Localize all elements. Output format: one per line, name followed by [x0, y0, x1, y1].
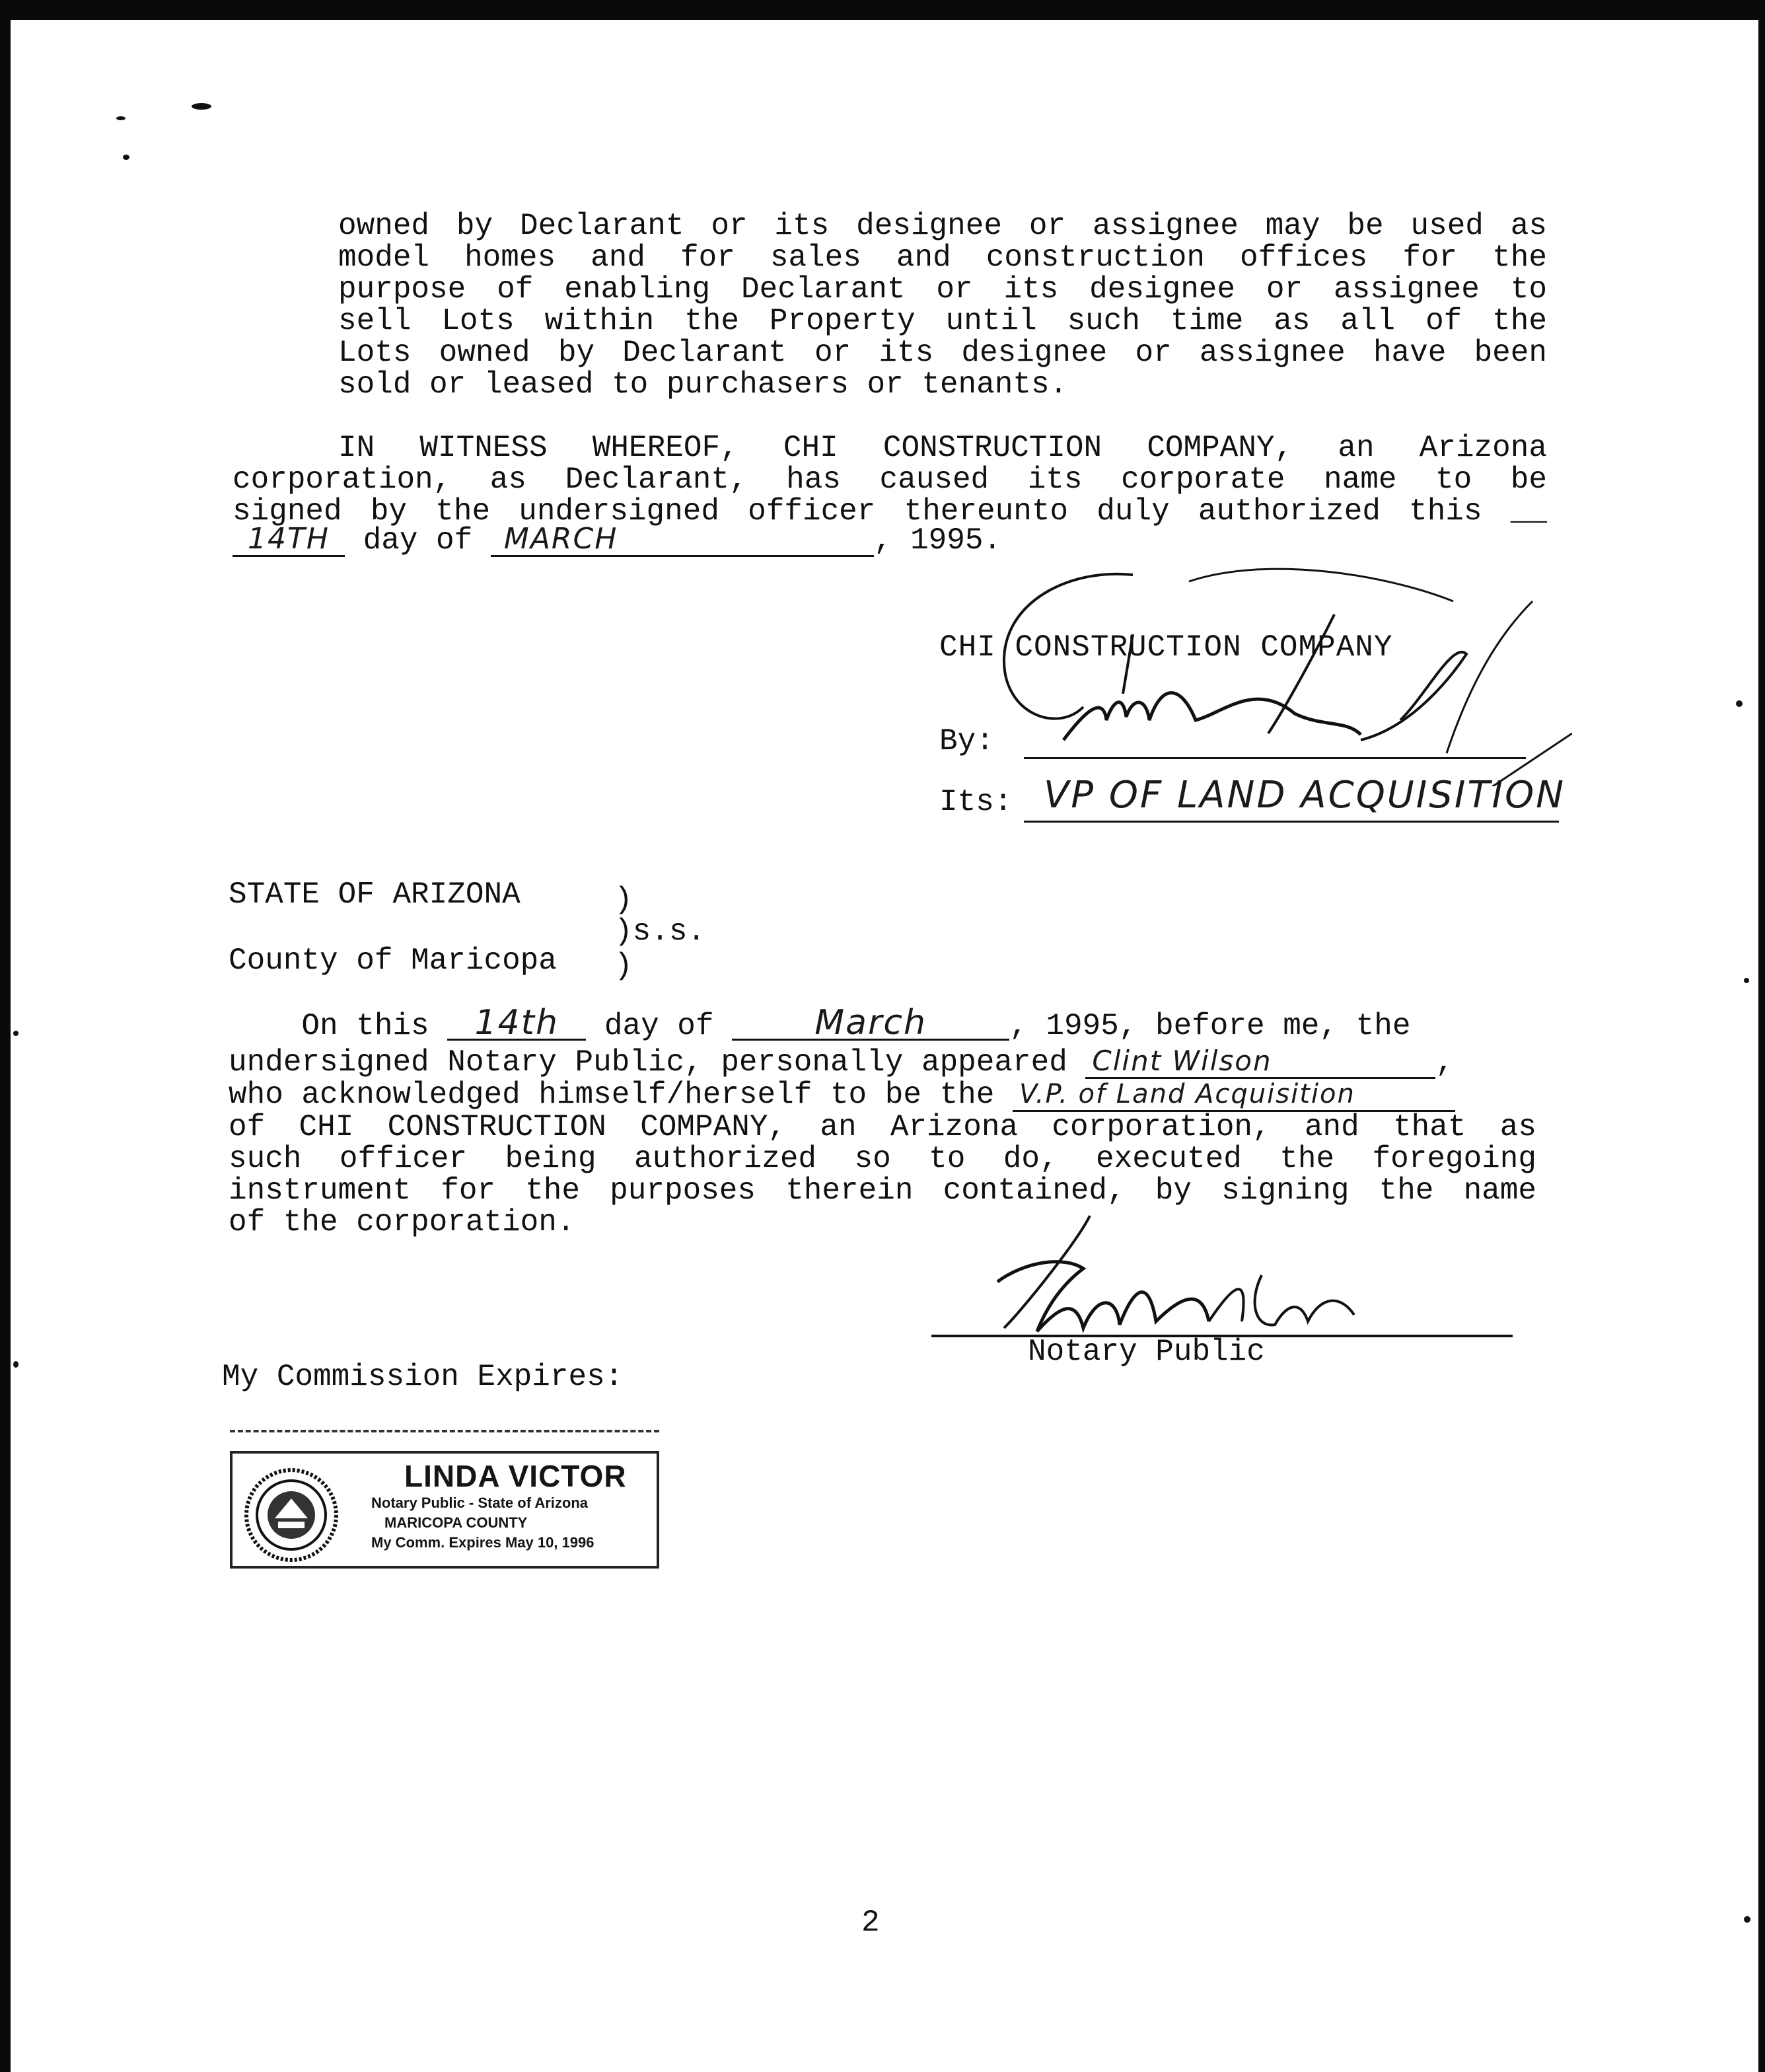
notary-signature	[984, 1202, 1381, 1341]
venue-paren-2: )	[614, 949, 633, 983]
stamp-notary-name: LINDA VICTOR	[404, 1459, 627, 1493]
page-number: 2	[861, 1906, 880, 1940]
company-name: CHI CONSTRUCTION COMPANY	[939, 630, 1393, 665]
paragraph-line: purpose of enabling Declarant or its designee or assignee to	[338, 272, 1547, 307]
witness-day-handwritten: 14TH	[233, 523, 345, 557]
ack-rest-line: such officer being authorized so to do, executed the foregoing	[229, 1142, 1536, 1176]
notary-public-label: Notary Public	[1028, 1335, 1265, 1369]
stamp-line-3: My Comm. Expires May 10, 1996	[371, 1534, 594, 1551]
ack-line-2: undersigned Notary Public, personally appeared Clint Wilson ,	[229, 1045, 1455, 1080]
ack-line-3	[229, 1078, 1455, 1112]
its-title-handwritten: VP OF LAND ACQUISITION	[1044, 774, 1566, 817]
paragraph-line: sold or leased to purchasers or tenants.	[338, 367, 1068, 402]
scan-border-top	[0, 0, 1765, 20]
witness-line: corporation, as Declarant, has caused its corporate name to be	[233, 462, 1547, 497]
venue-county: County of Maricopa	[229, 944, 557, 978]
ack-day-of: day of	[604, 1009, 714, 1043]
notary-stamp	[230, 1451, 659, 1569]
ack-rest-line: of CHI CONSTRUCTION COMPANY, an Arizona corporation, and that as	[229, 1110, 1536, 1144]
ack-rest-line: instrument for the purposes therein contained, by signing the name	[229, 1173, 1536, 1208]
its-label: Its:	[939, 785, 1013, 819]
ack-month-handwritten: March	[732, 1007, 1009, 1041]
venue-ss: )s.s.	[614, 914, 706, 949]
ack-on-this: On this	[301, 1009, 429, 1043]
scan-border-right	[1758, 0, 1765, 2072]
state-seal-icon	[242, 1465, 341, 1565]
declaration-paragraph	[338, 210, 1547, 400]
appeared-name-handwritten: Clint Wilson	[1085, 1045, 1435, 1079]
officer-title-handwritten: V.P. of Land Acquisition	[1013, 1078, 1455, 1112]
witness-line: signed by the undersigned officer thereunto duly authorized this __	[233, 494, 1547, 529]
paragraph-line: Lots owned by Declarant or its designee or assignee have been	[338, 336, 1547, 370]
paragraph-line: owned by Declarant or its designee or assignee may be used as	[338, 209, 1547, 243]
commission-expires-label: My Commission Expires:	[222, 1360, 624, 1394]
venue-paren-1: )	[614, 883, 633, 917]
stamp-text	[358, 1459, 655, 1553]
witness-date-line	[233, 523, 1001, 557]
ack-line-1	[229, 1003, 1536, 1043]
witness-day-of: day of	[363, 523, 473, 558]
ack-rest-line: of the corporation.	[229, 1205, 575, 1240]
venue-state: STATE OF ARIZONA	[229, 877, 521, 912]
witness-year: , 1995.	[873, 523, 1002, 558]
its-line	[1024, 821, 1559, 823]
by-label: By:	[939, 724, 994, 758]
paragraph-line: model homes and for sales and construction offices for the	[338, 240, 1547, 275]
paragraph-line: sell Lots within the Property until such time as all of the	[338, 304, 1547, 338]
stamp-top-border	[230, 1430, 659, 1432]
stamp-line-1: Notary Public - State of Arizona	[371, 1495, 589, 1511]
ack-year-before: , 1995, before me, the	[1009, 1009, 1411, 1043]
witness-line: IN WITNESS WHEREOF, CHI CONSTRUCTION COMPANY, an Arizona	[338, 431, 1547, 465]
witness-month-handwritten: MARCH	[491, 523, 874, 557]
ack-line2-text: undersigned Notary Public, personally appeared	[229, 1045, 1067, 1080]
stamp-line-2: MARICOPA COUNTY	[384, 1514, 528, 1531]
witness-paragraph	[233, 432, 1547, 527]
ack-line3-text: who acknowledged himself/herself to be the	[229, 1078, 995, 1112]
scan-border-left	[0, 0, 11, 2072]
ack-day-handwritten: 14th	[447, 1007, 586, 1041]
officer-signature	[991, 562, 1572, 786]
